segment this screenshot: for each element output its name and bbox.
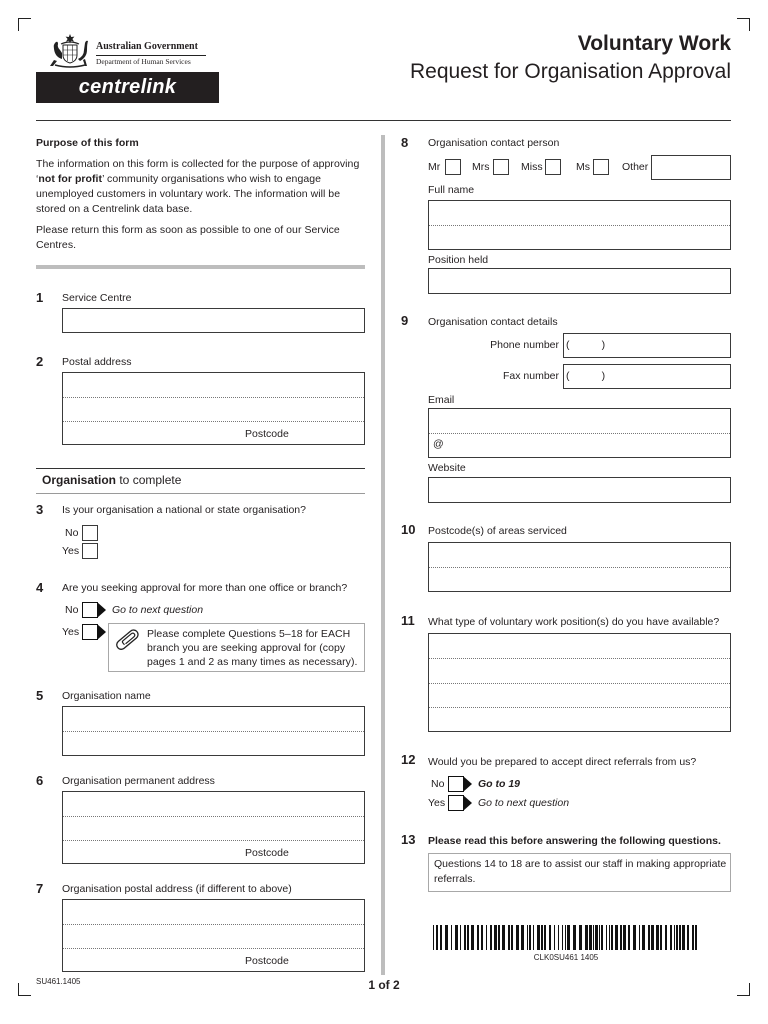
dotted-rule bbox=[429, 567, 730, 568]
title-mrs-label: Mrs bbox=[472, 161, 490, 173]
national-or-state-yes-checkbox[interactable] bbox=[82, 543, 98, 559]
title-mr-checkbox[interactable] bbox=[445, 159, 461, 175]
barcode-bar bbox=[595, 925, 598, 950]
barcode-bar bbox=[599, 925, 600, 950]
website-label: Website bbox=[428, 462, 466, 474]
barcode-bar bbox=[467, 925, 469, 950]
contact-person-label: Organisation contact person bbox=[428, 137, 560, 149]
barcode-bar bbox=[585, 925, 588, 950]
barcode-bar bbox=[433, 925, 434, 950]
barcode-bar bbox=[609, 925, 610, 950]
postcode-label: Postcode bbox=[245, 847, 289, 859]
barcode-bar bbox=[451, 925, 452, 950]
barcode-bar bbox=[623, 925, 626, 950]
title-other-field[interactable] bbox=[651, 155, 731, 180]
title-other-label: Other bbox=[622, 161, 649, 173]
email-label: Email bbox=[428, 394, 455, 406]
barcode-bar bbox=[656, 925, 659, 950]
barcode-bar bbox=[687, 925, 689, 950]
barcode-bar bbox=[558, 925, 559, 950]
national-or-state-no-label: No bbox=[65, 527, 79, 539]
barcode-bar bbox=[606, 925, 607, 950]
barcode-bar bbox=[516, 925, 519, 950]
gov-name: Australian Government bbox=[96, 41, 198, 52]
postcodes-serviced-label: Postcode(s) of areas serviced bbox=[428, 525, 567, 537]
barcode-bar bbox=[639, 925, 640, 950]
barcode-bar bbox=[521, 925, 524, 950]
organisation-postal-address-label: Organisation postal address (if different to above) bbox=[62, 883, 292, 895]
barcode-bar bbox=[665, 925, 667, 950]
direct-referrals-no-instruction: Go to 19 bbox=[478, 778, 521, 790]
purpose-heading: Purpose of this form bbox=[36, 137, 139, 149]
postcode-label: Postcode bbox=[245, 955, 289, 967]
centrelink-brand-bar bbox=[36, 72, 219, 103]
service-centre-label: Service Centre bbox=[62, 292, 132, 304]
title-miss-checkbox[interactable] bbox=[545, 159, 561, 175]
barcode-bar bbox=[695, 925, 697, 950]
voluntary-positions-field[interactable] bbox=[428, 633, 731, 732]
purpose-text-end: ’ community organisations who wish to engage unemployed customers in voluntary work. The information will be stored on a Centrelink data base. bbox=[36, 173, 341, 215]
barcode-bar bbox=[436, 925, 438, 950]
barcode-bar bbox=[642, 925, 645, 950]
dotted-rule bbox=[429, 658, 730, 659]
purpose-divider bbox=[36, 265, 365, 269]
barcode-bar bbox=[674, 925, 675, 950]
barcode-bar bbox=[651, 925, 654, 950]
question-number-3: 3 bbox=[36, 502, 44, 517]
barcode-bar bbox=[508, 925, 510, 950]
permanent-address-field[interactable] bbox=[62, 791, 365, 864]
barcode-bar bbox=[490, 925, 492, 950]
barcode-bar bbox=[589, 925, 592, 950]
barcode-bar bbox=[527, 925, 528, 950]
question-number-10: 10 bbox=[401, 522, 416, 537]
barcode-bar bbox=[633, 925, 636, 950]
arrow-right-icon bbox=[97, 602, 106, 618]
barcode-bar bbox=[692, 925, 694, 950]
branch-note-text: Please complete Questions 5–18 for EACH branch you are seeking approval for (copy pages 1 and 2 as many times as necessary). bbox=[147, 628, 358, 668]
section-heading bbox=[42, 473, 181, 487]
barcode-bar bbox=[471, 925, 474, 950]
barcode-bar bbox=[537, 925, 540, 950]
organisation-name-label: Organisation name bbox=[62, 690, 151, 702]
postcodes-serviced-field[interactable] bbox=[428, 542, 731, 592]
barcode-bar bbox=[477, 925, 479, 950]
permanent-address-label: Organisation permanent address bbox=[62, 775, 215, 787]
page-title: Voluntary Work bbox=[577, 32, 731, 55]
barcode bbox=[433, 925, 700, 950]
dotted-rule bbox=[63, 397, 364, 398]
direct-referrals-yes-instruction: Go to next question bbox=[478, 797, 570, 809]
barcode-bar bbox=[544, 925, 546, 950]
organisation-postal-address-field[interactable] bbox=[62, 899, 365, 972]
question-number-1: 1 bbox=[36, 290, 44, 305]
postal-address-field[interactable] bbox=[62, 372, 365, 445]
question-number-5: 5 bbox=[36, 688, 44, 703]
question-number-13: 13 bbox=[401, 832, 416, 847]
dept-name: Department of Human Services bbox=[96, 57, 191, 66]
arrow-right-icon bbox=[97, 624, 106, 640]
multiple-branches-no-checkbox[interactable] bbox=[82, 602, 107, 618]
question-number-11: 11 bbox=[401, 613, 415, 628]
barcode-bar bbox=[628, 925, 630, 950]
dotted-rule bbox=[429, 225, 730, 226]
contact-details-label: Organisation contact details bbox=[428, 316, 558, 328]
section-rule-bottom bbox=[36, 493, 365, 494]
national-or-state-no-checkbox[interactable] bbox=[82, 525, 98, 541]
service-centre-field[interactable] bbox=[62, 308, 365, 333]
multiple-branches-no-label: No bbox=[65, 604, 79, 616]
checkbox-square bbox=[82, 624, 98, 640]
barcode-bar bbox=[682, 925, 685, 950]
postal-address-label: Postal address bbox=[62, 356, 132, 368]
section-rule-top bbox=[36, 468, 365, 469]
email-field[interactable] bbox=[428, 408, 731, 458]
question-number-7: 7 bbox=[36, 881, 44, 896]
question-number-8: 8 bbox=[401, 135, 409, 150]
title-mr-label: Mr bbox=[428, 161, 441, 173]
question-number-9: 9 bbox=[401, 313, 409, 328]
question-number-2: 2 bbox=[36, 354, 44, 369]
direct-referrals-yes-label: Yes bbox=[428, 797, 446, 809]
barcode-bar bbox=[615, 925, 618, 950]
question-number-4: 4 bbox=[36, 580, 44, 595]
phone-area-code-brackets: ( ) bbox=[566, 339, 606, 351]
barcode-bar bbox=[541, 925, 543, 950]
dotted-rule bbox=[429, 707, 730, 708]
full-name-field[interactable] bbox=[428, 200, 731, 250]
postcode-label: Postcode bbox=[245, 428, 289, 440]
position-held-label: Position held bbox=[428, 254, 489, 266]
barcode-bar bbox=[648, 925, 650, 950]
crop-mark-bottom-right bbox=[737, 983, 750, 996]
barcode-bar bbox=[481, 925, 483, 950]
barcode-bar bbox=[565, 925, 566, 950]
dotted-rule bbox=[63, 731, 364, 732]
multiple-branches-no-instruction: Go to next question bbox=[112, 604, 204, 616]
fax-area-code-brackets: ( ) bbox=[566, 370, 606, 382]
dotted-rule bbox=[63, 924, 364, 925]
fax-number-field[interactable] bbox=[563, 364, 731, 389]
barcode-bar bbox=[460, 925, 461, 950]
barcode-bar bbox=[511, 925, 513, 950]
barcode-bar bbox=[562, 925, 563, 950]
crop-mark-top-left bbox=[18, 18, 31, 31]
barcode-bar bbox=[601, 925, 603, 950]
barcode-bar bbox=[529, 925, 531, 950]
multiple-branches-yes-checkbox[interactable] bbox=[82, 624, 107, 640]
crop-mark-bottom-left bbox=[18, 983, 31, 996]
question-number-6: 6 bbox=[36, 773, 44, 788]
barcode-bar bbox=[567, 925, 570, 950]
form-code: SU461.1405 bbox=[36, 977, 81, 986]
barcode-bar bbox=[660, 925, 662, 950]
phone-number-label: Phone number bbox=[490, 339, 559, 351]
barcode-bar bbox=[502, 925, 505, 950]
barcode-bar bbox=[593, 925, 594, 950]
multiple-branches-yes-label: Yes bbox=[62, 626, 80, 638]
purpose-paragraph bbox=[36, 157, 368, 217]
section-heading-bold: Organisation bbox=[42, 473, 117, 487]
title-miss-label: Miss bbox=[521, 161, 543, 173]
arrow-right-icon bbox=[463, 795, 472, 811]
title-ms-checkbox[interactable] bbox=[593, 159, 609, 175]
dotted-rule bbox=[429, 683, 730, 684]
barcode-bar bbox=[579, 925, 582, 950]
dotted-rule bbox=[63, 816, 364, 817]
barcode-bar bbox=[498, 925, 500, 950]
barcode-bar bbox=[464, 925, 466, 950]
fax-number-label: Fax number bbox=[502, 370, 559, 382]
page-subtitle: Request for Organisation Approval bbox=[409, 60, 731, 83]
full-name-label: Full name bbox=[428, 184, 475, 196]
phone-number-field[interactable] bbox=[563, 333, 731, 358]
barcode-bar bbox=[554, 925, 555, 950]
barcode-bar bbox=[573, 925, 576, 950]
barcode-bar bbox=[611, 925, 613, 950]
barcode-bar bbox=[620, 925, 622, 950]
barcode-bar bbox=[440, 925, 442, 950]
website-field[interactable] bbox=[428, 477, 731, 503]
barcode-bar bbox=[670, 925, 672, 950]
branch-note-box bbox=[108, 623, 365, 672]
title-ms-label: Ms bbox=[576, 161, 590, 173]
referrals-note-box bbox=[428, 853, 731, 892]
position-held-field[interactable] bbox=[428, 268, 731, 294]
referrals-note-text: Questions 14 to 18 are to assist our staff in making appropriate referrals. bbox=[434, 858, 727, 885]
page-number: 1 of 2 bbox=[368, 978, 400, 992]
arrow-right-icon bbox=[463, 776, 472, 792]
dotted-rule bbox=[63, 421, 364, 422]
barcode-bar bbox=[533, 925, 534, 950]
barcode-bar bbox=[676, 925, 678, 950]
barcode-bar bbox=[679, 925, 681, 950]
section-heading-rest: to complete bbox=[116, 473, 182, 487]
gov-name-rule bbox=[96, 55, 206, 56]
barcode-bar bbox=[494, 925, 497, 950]
direct-referrals-no-label: No bbox=[431, 778, 445, 790]
return-instructions: Please return this form as soon as possible to one of our Service Centres. bbox=[36, 224, 340, 251]
barcode-bar bbox=[455, 925, 458, 950]
purpose-text-start: The information on this form is collected for the purpose of approving ‘ bbox=[36, 158, 360, 185]
direct-referrals-no-checkbox[interactable] bbox=[448, 776, 473, 792]
barcode-bar bbox=[486, 925, 487, 950]
barcode-bar bbox=[549, 925, 551, 950]
direct-referrals-label: Would you be prepared to accept direct referrals from us? bbox=[428, 756, 697, 768]
dotted-rule bbox=[429, 433, 730, 434]
centrelink-wordmark: centrelink bbox=[78, 76, 177, 98]
coat-of-arms-logo bbox=[47, 33, 93, 74]
barcode-bar bbox=[445, 925, 448, 950]
direct-referrals-yes-checkbox[interactable] bbox=[448, 795, 473, 811]
national-or-state-yes-label: Yes bbox=[62, 545, 80, 557]
title-mrs-checkbox[interactable] bbox=[493, 159, 509, 175]
header-rule bbox=[36, 120, 731, 121]
read-before-answering-label: Please read this before answering the following questions. bbox=[428, 835, 721, 847]
email-at-sign: @ bbox=[433, 438, 444, 450]
dotted-rule bbox=[63, 840, 364, 841]
dotted-rule bbox=[63, 948, 364, 949]
paperclip-icon bbox=[112, 626, 142, 659]
national-or-state-label: Is your organisation a national or state organisation? bbox=[62, 504, 306, 516]
multiple-branches-label: Are you seeking approval for more than one office or branch? bbox=[62, 582, 348, 594]
column-divider bbox=[381, 135, 385, 975]
crop-mark-top-right bbox=[737, 18, 750, 31]
barcode-text: CLK0SU461 1405 bbox=[533, 953, 599, 962]
checkbox-square bbox=[82, 602, 98, 618]
checkbox-square bbox=[448, 776, 464, 792]
checkbox-square bbox=[448, 795, 464, 811]
organisation-name-field[interactable] bbox=[62, 706, 365, 756]
purpose-text-bold: not for profit bbox=[38, 173, 103, 185]
voluntary-positions-label: What type of voluntary work position(s) do you have available? bbox=[428, 616, 720, 628]
question-number-12: 12 bbox=[401, 752, 416, 767]
